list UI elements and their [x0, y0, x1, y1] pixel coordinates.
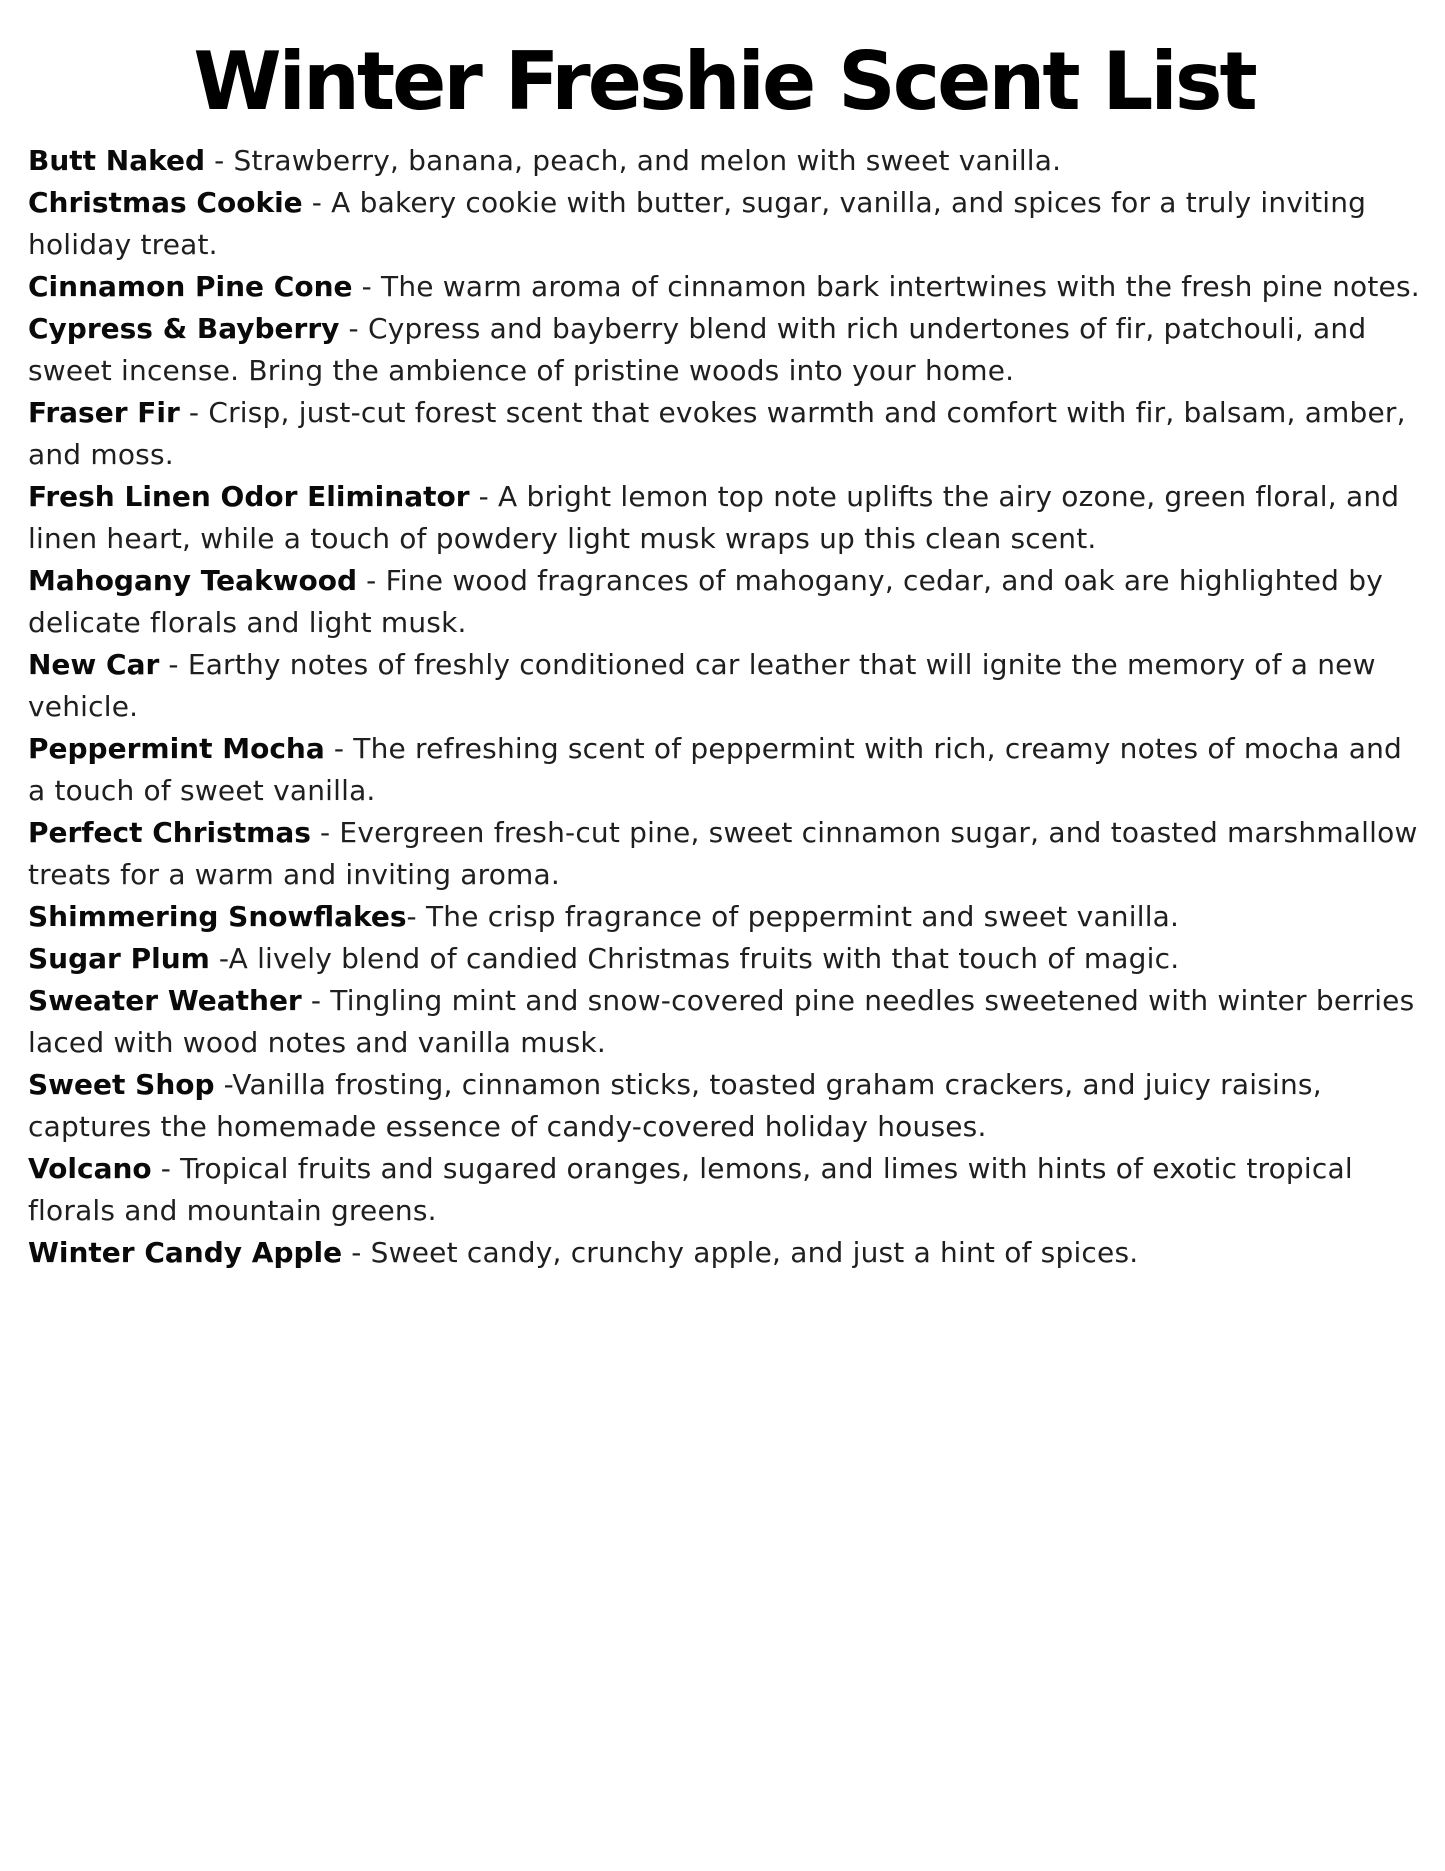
separator: - — [209, 942, 229, 975]
separator: - — [205, 144, 234, 177]
separator: - — [179, 396, 209, 429]
scent-entry — [28, 560, 1420, 644]
scent-name: Sweater Weather — [28, 984, 302, 1017]
page-title: Winter Freshie Scent List — [193, 35, 1255, 128]
scent-description: Crisp, just-cut forest scent that evokes warmth and comfort with fir, balsam, amber, and moss. — [28, 396, 1415, 471]
separator: - — [302, 186, 332, 219]
scent-description: A lively blend of candied Christmas fruits with that touch of magic. — [228, 942, 1180, 975]
scent-description: Earthy notes of freshly conditioned car leather that will ignite the memory of a new vehicle. — [28, 648, 1385, 723]
scent-description: Tingling mint and snow-covered pine needles sweetened with winter berries laced with wood notes and vanilla musk. — [28, 984, 1424, 1059]
separator: - — [159, 648, 188, 681]
scent-entry — [28, 182, 1420, 266]
scent-description: The warm aroma of cinnamon bark intertwines with the fresh pine notes. — [381, 270, 1420, 303]
scent-name: Butt Naked — [28, 144, 206, 177]
scent-description: Tropical fruits and sugared oranges, lemons, and limes with hints of exotic tropical florals and mountain greens. — [28, 1152, 1362, 1227]
separator: - — [352, 270, 382, 303]
scent-name: Fresh Linen Odor Eliminator — [28, 480, 470, 513]
scent-description: Evergreen fresh-cut pine, sweet cinnamon sugar, and toasted marshmallow treats for a warm and inviting aroma. — [28, 816, 1427, 891]
scent-name: Perfect Christmas — [28, 816, 311, 849]
scent-entry — [28, 1064, 1420, 1148]
separator: - — [310, 816, 340, 849]
scent-name: Cypress & Bayberry — [28, 312, 340, 345]
scent-list — [28, 140, 1427, 1274]
scent-entry — [28, 266, 1420, 308]
scent-name: Sugar Plum — [28, 942, 210, 975]
scent-entry — [28, 644, 1420, 728]
scent-entry — [28, 1232, 1420, 1274]
scent-name: Mahogany Teakwood — [28, 564, 358, 597]
separator: - — [324, 732, 354, 765]
scent-entry — [28, 392, 1420, 476]
scent-name: Sweet Shop — [28, 1068, 215, 1101]
separator: - — [339, 312, 368, 345]
scent-entry — [28, 1148, 1420, 1232]
scent-entry — [28, 812, 1427, 896]
scent-entry — [28, 896, 1420, 938]
scent-entry — [28, 476, 1420, 560]
separator: - — [406, 900, 426, 933]
scent-name: Christmas Cookie — [28, 186, 303, 219]
scent-description: Cypress and bayberry blend with rich undertones of fir, patchouli, and sweet incense. Bring the ambience of pristine woods into your home. — [28, 312, 1376, 387]
scent-name: Shimmering Snowflakes — [28, 900, 407, 933]
scent-description: A bakery cookie with butter, sugar, vanilla, and spices for a truly inviting holiday treat. — [28, 186, 1376, 261]
scent-name: Volcano — [28, 1152, 152, 1185]
scent-description: Fine wood fragrances of mahogany, cedar, and oak are highlighted by delicate florals and light musk. — [28, 564, 1393, 639]
scent-entry — [28, 728, 1420, 812]
separator: - — [214, 1068, 233, 1101]
scent-name: New Car — [28, 648, 160, 681]
scent-entry — [28, 938, 1420, 980]
scent-name: Fraser Fir — [28, 396, 180, 429]
separator: - — [342, 1236, 371, 1269]
scent-entry — [28, 140, 1420, 182]
scent-description: A bright lemon top note uplifts the airy ozone, green floral, and linen heart, while a touch of powdery light musk wraps up this clean scent. — [28, 480, 1409, 555]
separator: - — [151, 1152, 181, 1185]
separator: - — [301, 984, 331, 1017]
scent-name: Cinnamon Pine Cone — [28, 270, 353, 303]
scent-entry — [28, 308, 1420, 392]
scent-description: The crisp fragrance of peppermint and sweet vanilla. — [425, 900, 1180, 933]
scent-description: Sweet candy, crunchy apple, and just a hint of spices. — [370, 1236, 1139, 1269]
scent-description: Strawberry, banana, peach, and melon with sweet vanilla. — [233, 144, 1062, 177]
separator: - — [469, 480, 499, 513]
scent-entry — [28, 980, 1424, 1064]
separator: - — [357, 564, 386, 597]
scent-name: Winter Candy Apple — [28, 1236, 343, 1269]
scent-description: Vanilla frosting, cinnamon sticks, toasted graham crackers, and juicy raisins, captures the homemade essence of candy-covered holiday houses. — [28, 1068, 1331, 1143]
scent-description: The refreshing scent of peppermint with rich, creamy notes of mocha and a touch of sweet vanilla. — [28, 732, 1412, 807]
scent-name: Peppermint Mocha — [28, 732, 325, 765]
